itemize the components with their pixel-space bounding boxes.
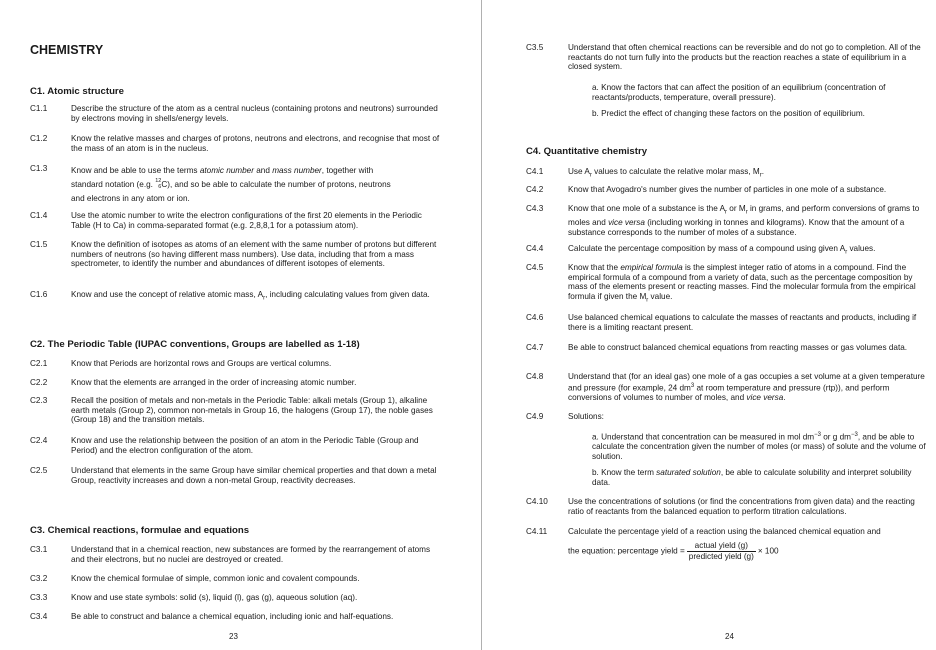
page-divider [481, 0, 482, 650]
item-code: C4.10 [526, 497, 548, 506]
item-text: Use $A_r$ values to calculate the relative molar mass, $M_r$. [568, 167, 765, 179]
item-code: C1.4 [30, 211, 48, 220]
item-text: Know the chemical formulae of simple, common ionic and covalent compounds. [71, 574, 360, 583]
item-text: Describe the structure of the atom as a central nucleus (containing protons and neutrons) surrounded by electrons moving in shells/energy levels. [71, 104, 438, 123]
item-code: C4.9 [526, 412, 544, 421]
item-code: C2.1 [30, 359, 48, 368]
item-text: Know and use the relationship between the position of an atom in the Periodic Table (Group and Period) and the electron configuration of the atom. [71, 436, 419, 455]
sub-item-c4-9-a: a. Understand that concentration can be measured in mol $dm^{-3}$ or g $dm^{-3}$, and be able to calculate the concentration given the number of moles (or mass) of solute and the volume of solution. [592, 432, 926, 461]
item-code: C3.2 [30, 574, 48, 583]
item-code: C2.2 [30, 378, 48, 387]
item-code: C4.5 [526, 263, 544, 272]
yield-fraction: $\frac{\text{actual yield (g)}}{\text{predicted yield (g)}}$ [688, 540, 754, 561]
item-text: Use the atomic number to write the electron configurations of the first 20 elements in the Periodic Table (H to Ca) in comma-separated format (e.g. 2,8,8,1 for a potassium atom). [71, 211, 422, 230]
item-text: Understand that elements in the same Group have similar chemical properties and that down a metal Group, reactivity increases and down a non-metal Group, reactivity decreases. [71, 466, 437, 485]
section-title-c3: C3. Chemical reactions, formulae and equations [30, 525, 250, 536]
page-number: 24 [725, 632, 734, 641]
item-text: Know the relative masses and charges of protons, neutrons and electrons, and recognise that most of the mass of an atom is in the nucleus. [71, 134, 440, 153]
item-text: Know and use the concept of relative atomic mass, $A_r$, including calculating values from given data. [71, 290, 430, 302]
item-text: Understand that often chemical reactions can be reversible and do not go to completion. All of the reactants do not turn fully into the products but the reaction reaches a state of equilibrium in a closed system. [568, 43, 921, 72]
item-text: Calculate the percentage yield of a reaction using the balanced chemical equation and the equation: percentage yield = $\frac{\text{actual yield (g)}}{\text{predicted yield (g)}}$ × 100 [568, 527, 881, 561]
sub-item-c4-9-b: b. Know the term saturated solution, be able to calculate solubility and interpret solubility data. [592, 468, 912, 487]
percentage-yield-equation: the equation: percentage yield = $\frac{\text{actual yield (g)}}{\text{predicted yield (g)}}$ × 100 [568, 540, 779, 561]
right-page [483, 0, 936, 650]
item-text: Know that Periods are horizontal rows and Groups are vertical columns. [71, 359, 332, 368]
item-text: Know that the elements are arranged in the order of increasing atomic number. [71, 378, 357, 387]
item-text: Calculate the percentage composition by mass of a compound using given $A_r$ values. [568, 244, 876, 256]
item-text: Recall the position of metals and non-metals in the Periodic Table: alkali metals (Group 1), alkaline earth metals (Group 2), common non-metals in Group 16, the halogens (Group 17), the noble gases (Group 18) and the transition metals. [71, 396, 433, 425]
page-number: 23 [229, 632, 238, 641]
section-title-c4: C4. Quantitative chemistry [526, 146, 648, 157]
item-text: Be able to construct and balance a chemical equation, including ionic and half-equations. [71, 612, 394, 621]
item-text: Understand that (for an ideal gas) one mole of a gas occupies a set volume at a given temperature and pressure (for example, 24 $dm^3$ at room temperature and pressure (rtp)), and perform conversions of volumes to number of moles, and vice versa. [568, 372, 925, 402]
item-text: Know and use state symbols: solid (s), liquid (l), gas (g), aqueous solution (aq). [71, 593, 358, 602]
item-text: Know that the empirical formula is the simplest integer ratio of atoms in a compound. Find the empirical formula of a compound from a variety of data, such as the percentage composition by mass of the elements present or reacting masses. Find the molecular formula from the empirical formula if given the $M_r$ value. [568, 263, 916, 304]
item-code: C3.1 [30, 545, 48, 554]
section-title-c2: C2. The Periodic Table (IUPAC conventions, Groups are labelled as 1-18) [30, 339, 360, 350]
item-code: C2.5 [30, 466, 48, 475]
item-code: C4.6 [526, 313, 544, 322]
item-code: C4.7 [526, 343, 544, 352]
sub-item-c3-5-a: a. Know the factors that can affect the position of an equilibrium (concentration of reactants/products, temperature, overall pressure). [592, 83, 886, 102]
item-code: C4.4 [526, 244, 544, 253]
isotope-notation: 12 6 [155, 178, 162, 190]
item-text: Know that Avogadro's number gives the number of particles in one mole of a substance. [568, 185, 887, 194]
item-code: C3.4 [30, 612, 48, 621]
item-code: C4.3 [526, 204, 544, 213]
item-code: C4.11 [526, 527, 548, 536]
item-text: Know and be able to use the terms atomic number and mass number, together with standard notation (e.g. 12 6 C), and so be able to calculate the number of protons, neutrons and electrons in any atom or ion. [71, 166, 391, 203]
sub-item-c3-5-b: b. Predict the effect of changing these factors on the position of equilibrium. [592, 109, 865, 118]
item-text: Solutions: [568, 412, 604, 421]
item-text: Use the concentrations of solutions (or find the concentrations from given data) and the reacting ratio of reactants from the balanced equation to perform titration calculations. [568, 497, 915, 516]
item-text: Know that one mole of a substance is the $A_r$ or $M_r$ in grams, and perform conversions of grams to moles and vice versa (including working in tonnes and kilograms). Know that the amount of a substance corresponds to the number of moles of a substance. [568, 204, 920, 237]
item-text: Understand that in a chemical reaction, new substances are formed by the rearrangement of atoms and their electrons, but no nuclei are destroyed or created. [71, 545, 431, 564]
item-code: C1.1 [30, 104, 48, 113]
subject-title: CHEMISTRY [30, 43, 104, 57]
item-code: C2.3 [30, 396, 48, 405]
item-text: Use balanced chemical equations to calculate the masses of reactants and products, including if there is a limiting reactant present. [568, 313, 917, 332]
item-code: C4.8 [526, 372, 544, 381]
item-code: C4.2 [526, 185, 544, 194]
item-text: Be able to construct balanced chemical equations from reacting masses or gas volumes data. [568, 343, 908, 352]
item-text: Know the definition of isotopes as atoms of an element with the same number of protons but different numbers of neutrons (so having different mass numbers). Use data, including that from a mass spectrometer, to identify the number and abundances of different isotopes of elements. [71, 240, 437, 269]
item-code: C3.3 [30, 593, 48, 602]
item-code: C1.6 [30, 290, 48, 299]
item-code: C2.4 [30, 436, 48, 445]
item-code: C1.3 [30, 164, 48, 173]
section-title-c1: C1. Atomic structure [30, 86, 125, 97]
item-code: C1.5 [30, 240, 48, 249]
item-code: C4.1 [526, 167, 544, 176]
item-code: C1.2 [30, 134, 48, 143]
item-code: C3.5 [526, 43, 544, 52]
